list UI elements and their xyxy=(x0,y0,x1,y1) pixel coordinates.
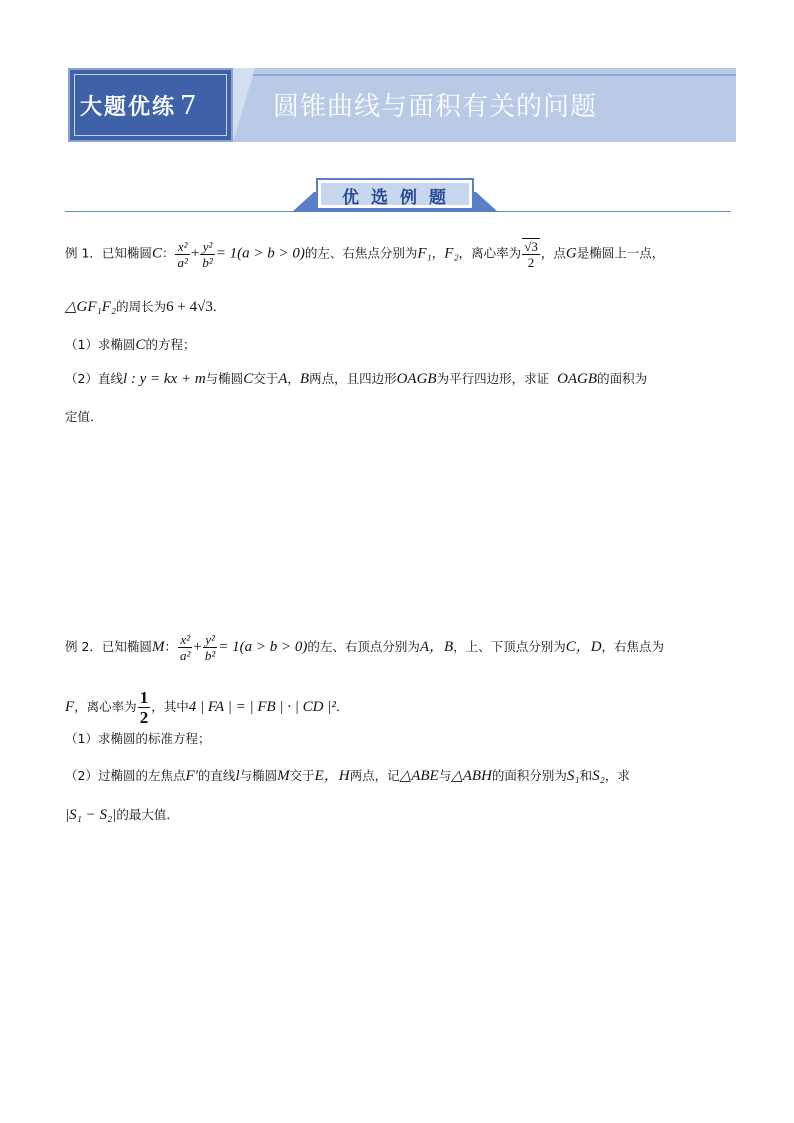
area-s1: S₁ xyxy=(566,768,580,784)
numerator: y² xyxy=(202,238,213,254)
left-focus: F′ xyxy=(185,768,198,784)
example2-question2 xyxy=(65,767,630,785)
denominator: b² xyxy=(202,254,213,270)
area-difference: |S₁ − S₂| xyxy=(65,807,117,823)
ellipse-name: C xyxy=(243,371,254,387)
period: ． xyxy=(212,299,226,314)
example1-line2 xyxy=(65,298,225,316)
denominator: 2 xyxy=(139,708,149,727)
fraction-x2-a2 xyxy=(178,632,192,663)
text: ，离心率为 xyxy=(74,699,137,714)
example2-question1 xyxy=(65,730,210,748)
text: 的面积为 xyxy=(597,371,648,386)
fraction-half xyxy=(138,688,151,727)
relation-equation: 4 | FA | = | FB | · | CD |² xyxy=(188,699,336,715)
example2-line2 xyxy=(65,688,348,727)
triangle-abh: △ABH xyxy=(451,768,492,784)
numerator: y² xyxy=(205,632,215,647)
header-banner xyxy=(68,68,736,142)
point-g: G xyxy=(565,245,577,262)
text: （1）求椭圆的标准方程； xyxy=(65,731,211,746)
denominator: 2 xyxy=(527,255,535,270)
fraction-eccentricity xyxy=(522,238,540,270)
vertices-cd: C，D xyxy=(565,639,602,655)
numerator: x² xyxy=(180,632,190,647)
text: 为平行四边形，求证 xyxy=(436,371,550,386)
example2-line1 xyxy=(65,632,664,663)
line-l: l xyxy=(235,768,240,784)
ellipse-name: C xyxy=(135,337,146,353)
quadrilateral: OAGB xyxy=(557,371,598,387)
line-equation: l : y = kx + m xyxy=(122,371,206,387)
page-title: 圆锥曲线与面积有关的问题 xyxy=(273,92,598,122)
points-eh: E，H xyxy=(314,768,350,784)
triangle-gf1f2: △GF₁F₂ xyxy=(65,299,117,315)
ellipse-name: M xyxy=(151,639,165,655)
denominator: a² xyxy=(179,648,191,663)
fraction-y2-b2 xyxy=(200,239,214,270)
ellipse-name: C xyxy=(151,245,162,262)
focus-f1: F₁ xyxy=(417,245,432,262)
banner-label xyxy=(80,90,225,121)
text: 是椭圆上一点， xyxy=(576,245,665,261)
area-s2: S₂ xyxy=(592,768,605,784)
example1-question1 xyxy=(65,336,195,354)
banner-divider xyxy=(233,68,255,142)
text: ，求 xyxy=(604,768,630,783)
numerator: 1 xyxy=(139,688,149,707)
section-tag xyxy=(292,178,498,214)
text: ，离心率为 xyxy=(458,245,522,261)
focus-f: F xyxy=(65,699,75,715)
text: 与椭圆 xyxy=(239,768,278,783)
text: 两点，记 xyxy=(349,768,400,783)
vertices-ab: A，B xyxy=(419,639,454,655)
plus-sign: + xyxy=(193,639,202,655)
equation-condition: = 1(a > b > 0) xyxy=(215,245,305,262)
point-a: A xyxy=(278,371,288,387)
text: 的周长为 xyxy=(116,299,167,314)
banner-label-text: 大题优练 xyxy=(80,94,177,120)
numerator: √3 xyxy=(524,239,538,254)
banner-top-line xyxy=(233,74,736,76)
banner-label-box xyxy=(68,68,233,142)
text: 和 xyxy=(579,768,593,783)
text: ，点 xyxy=(540,245,566,261)
colon: ： xyxy=(164,639,177,654)
denominator: a² xyxy=(177,254,188,270)
section-tag-text: 优选例题 xyxy=(342,188,458,208)
period: ． xyxy=(335,699,349,714)
text: ，其中 xyxy=(151,699,189,714)
banner-label-number: 7 xyxy=(180,91,199,121)
denominator: b² xyxy=(204,648,216,663)
section-tag-box xyxy=(316,178,474,210)
equation-condition: = 1(a > b > 0) xyxy=(218,639,308,655)
text: 与椭圆 xyxy=(205,371,244,386)
text: （1）求椭圆 xyxy=(65,337,136,352)
example1-question2 xyxy=(65,370,647,388)
fraction-x2-a2 xyxy=(175,239,189,270)
text: 的左、右顶点分别为 xyxy=(307,639,420,654)
plus-sign: + xyxy=(190,245,200,262)
text: 交于 xyxy=(289,768,315,783)
text: ，右焦点为 xyxy=(601,639,665,654)
example2-question2-cont xyxy=(65,806,179,824)
separator: ， xyxy=(431,245,445,261)
example1-line1 xyxy=(65,238,664,270)
example2-lead: 例 2．已知椭圆 xyxy=(65,639,152,654)
numerator: x² xyxy=(177,238,188,254)
example1-question2-cont xyxy=(65,408,103,426)
triangle-abe: △ABE xyxy=(399,768,439,784)
example1-lead: 例 1．已知椭圆 xyxy=(65,245,152,261)
text: ，上、下顶点分别为 xyxy=(453,639,566,654)
separator: ， xyxy=(287,371,300,386)
text: 的方程； xyxy=(145,337,196,352)
perimeter-value: 6 + 4√3 xyxy=(166,299,213,315)
text: 定值． xyxy=(65,409,103,424)
text: 与 xyxy=(438,768,452,783)
text: （2）直线 xyxy=(65,371,123,386)
point-b: B xyxy=(299,371,310,387)
text: 的最大值． xyxy=(116,807,179,822)
text: （2）过椭圆的左焦点 xyxy=(65,768,186,783)
text: 的面积分别为 xyxy=(491,768,567,783)
quadrilateral: OAGB xyxy=(396,371,437,387)
text: 的左、右焦点分别为 xyxy=(304,245,418,261)
colon: ： xyxy=(161,245,175,261)
focus-f2: F₂ xyxy=(444,245,459,262)
text: 的直线 xyxy=(197,768,236,783)
text: 两点，且四边形 xyxy=(309,371,397,386)
text: 交于 xyxy=(253,371,279,386)
ellipse-name: M xyxy=(277,768,290,784)
fraction-y2-b2 xyxy=(203,632,217,663)
